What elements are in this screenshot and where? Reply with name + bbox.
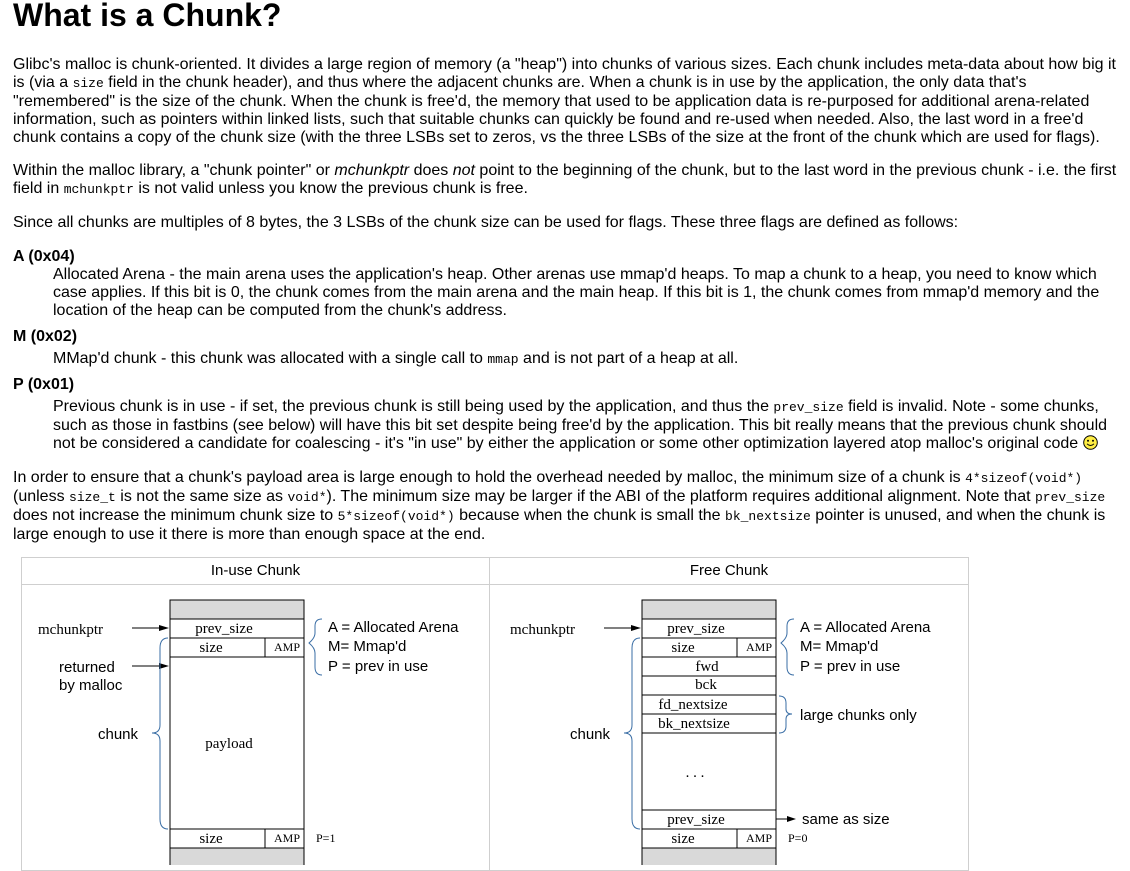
flag-m-term: M (0x02) xyxy=(13,328,78,345)
previous-chunk-shade xyxy=(170,600,304,619)
inline-code: size xyxy=(72,76,104,91)
payload-label: payload xyxy=(205,736,253,752)
minimum-size-paragraph: In order to ensure that a chunk's payload area is large enough to hold the overhead needed by malloc, the minimum size of a chunk is 4*sizeof(void*) (unless size_t is not the same size as void*). The minimum size may be larger if the ABI of the platform requires additional alignment. Note that prev_size does not increase the minimum chunk size to 5*sizeof(void*) because when the chunk is small the bk_nextsize pointer is unused, and when the chunk is large enough to use it there is more than enough space at the end. xyxy=(13,469,1106,543)
bk-nextsize-label: bk_nextsize xyxy=(658,716,730,732)
mchunkptr-arrowhead xyxy=(159,625,169,631)
inline-code: 4*sizeof(void*) xyxy=(965,471,1083,486)
size-label: size xyxy=(671,640,695,656)
free-chunk-diagram xyxy=(490,585,968,865)
returned-label-line2: by malloc xyxy=(59,677,123,694)
amp-label: AMP xyxy=(273,640,301,654)
ellipsis-label: . . . xyxy=(685,765,705,781)
inline-code: size_t xyxy=(69,490,116,505)
page-title: What is a Chunk? xyxy=(13,0,282,33)
mchunkptr-arrowhead xyxy=(631,625,641,631)
legend-allocated-arena: A = Allocated Arena xyxy=(800,619,931,636)
chunk-pointer-paragraph: Within the malloc library, a "chunk pointer" or mchunkptr does not point to the beginning of the chunk, but to the last word in the previous chunk - i.e. the first field in mchunkptr is not valid unless you know the previous chunk is free. xyxy=(13,162,1117,197)
free-chunk-diagram-cell xyxy=(490,585,969,871)
returned-label-line1: returned xyxy=(59,659,115,676)
inline-code: 5*sizeof(void*) xyxy=(337,509,455,524)
chunk-layout-figure xyxy=(21,557,969,871)
inline-code: mmap xyxy=(487,352,519,367)
bck-label: bck xyxy=(695,677,717,693)
flag-a-term: A (0x04) xyxy=(13,248,75,265)
flags-brace xyxy=(781,619,794,675)
next-chunk-shade xyxy=(170,848,304,865)
chunk-label: chunk xyxy=(98,726,139,743)
next-chunk-shade xyxy=(642,848,776,865)
inline-code: mchunkptr xyxy=(63,182,134,197)
same-as-size-label: same as size xyxy=(802,811,890,828)
prev-size-label: prev_size xyxy=(667,621,725,637)
amp-label-bottom: AMP xyxy=(273,831,301,845)
intro-paragraph: Glibc's malloc is chunk-oriented. It divides a large region of memory (a "heap") into chunks of various sizes. Each chunk includes meta-data about how big it is (via a size field in the chunk header), and thus where the adjacent chunks are. When a chunk is in use by the application, the only data that's "remembered" is the size of the chunk. When the chunk is free'd, the memory that used to be application data is re-purposed for additional arena-related information, such as pointers within linked lists, such that suitable chunks can quickly be found and re-used when needed. Also, the last word in a free'd chunk contains a copy of the chunk size (with the three LSBs set to zeros, vs the three LSBs of the size at the front of the chunk which are used for flags). xyxy=(13,56,1116,146)
free-chunk-header: Free Chunk xyxy=(490,558,969,585)
prev-size-label: prev_size xyxy=(195,621,253,637)
flags-brace xyxy=(309,619,322,675)
legend-allocated-arena: A = Allocated Arena xyxy=(328,619,459,636)
legend-prev-in-use: P = prev in use xyxy=(328,658,429,675)
flag-a-description: Allocated Arena - the main arena uses the application's heap. Other arenas use mmap'd heaps. To map a chunk to a heap, you need to know which case applies. If this bit is 0, the chunk comes from the main arena and the main heap. If this bit is 1, the chunk comes from mmap'd memory and the location of the heap can be computed from the chunk's address. xyxy=(53,266,1100,319)
size-label-bottom: size xyxy=(671,831,695,847)
inline-code: void* xyxy=(287,490,327,505)
previous-chunk-shade xyxy=(642,600,776,619)
size-label: size xyxy=(199,640,223,656)
same-as-size-arrowhead xyxy=(787,816,796,822)
chunk-label: chunk xyxy=(570,726,611,743)
p-flag-label: P=0 xyxy=(788,831,808,845)
size-label-bottom: size xyxy=(199,831,223,847)
inuse-chunk-header: In-use Chunk xyxy=(22,558,490,585)
legend-prev-in-use: P = prev in use xyxy=(800,658,901,675)
inline-code: bk_nextsize xyxy=(725,509,811,524)
mchunkptr-label: mchunkptr xyxy=(510,622,575,638)
large-chunks-only-label: large chunks only xyxy=(800,707,917,724)
amp-label: AMP xyxy=(745,640,773,654)
unused-space xyxy=(642,733,776,810)
trailing-prev-size-label: prev_size xyxy=(667,812,725,828)
chunk-brace xyxy=(624,638,640,829)
mchunkptr-label: mchunkptr xyxy=(38,622,103,638)
inline-code: prev_size xyxy=(773,400,844,415)
large-chunks-brace xyxy=(779,696,792,733)
flag-m-description: MMap'd chunk - this chunk was allocated with a single call to mmap and is not part of a heap at all. xyxy=(53,350,739,367)
fwd-label: fwd xyxy=(695,659,719,675)
legend-mmapd: M= Mmap'd xyxy=(328,638,407,655)
legend-mmapd: M= Mmap'd xyxy=(800,638,879,655)
flag-p-description: Previous chunk is in use - if set, the previous chunk is still being used by the application, and thus the prev_size field is invalid. Note - some chunks, such as those in fastbins (see below) will have this bit set despite being free'd by the application. This bit really means that the previous chunk should not be considered a candidate for coalescing - it's "in use" by either the application or some other optimization layered atop malloc's original code xyxy=(53,398,1108,452)
inuse-chunk-diagram-cell xyxy=(22,585,490,871)
smiley-icon xyxy=(1083,435,1098,450)
p-flag-label: P=1 xyxy=(316,831,336,845)
flags-intro-paragraph: Since all chunks are multiples of 8 bytes, the 3 LSBs of the chunk size can be used for flags. These three flags are defined as follows: xyxy=(13,214,959,231)
fd-nextsize-label: fd_nextsize xyxy=(658,697,728,713)
inuse-chunk-diagram xyxy=(22,585,489,865)
amp-label-bottom: AMP xyxy=(745,831,773,845)
flag-p-term: P (0x01) xyxy=(13,376,75,393)
inline-code: prev_size xyxy=(1034,490,1106,505)
